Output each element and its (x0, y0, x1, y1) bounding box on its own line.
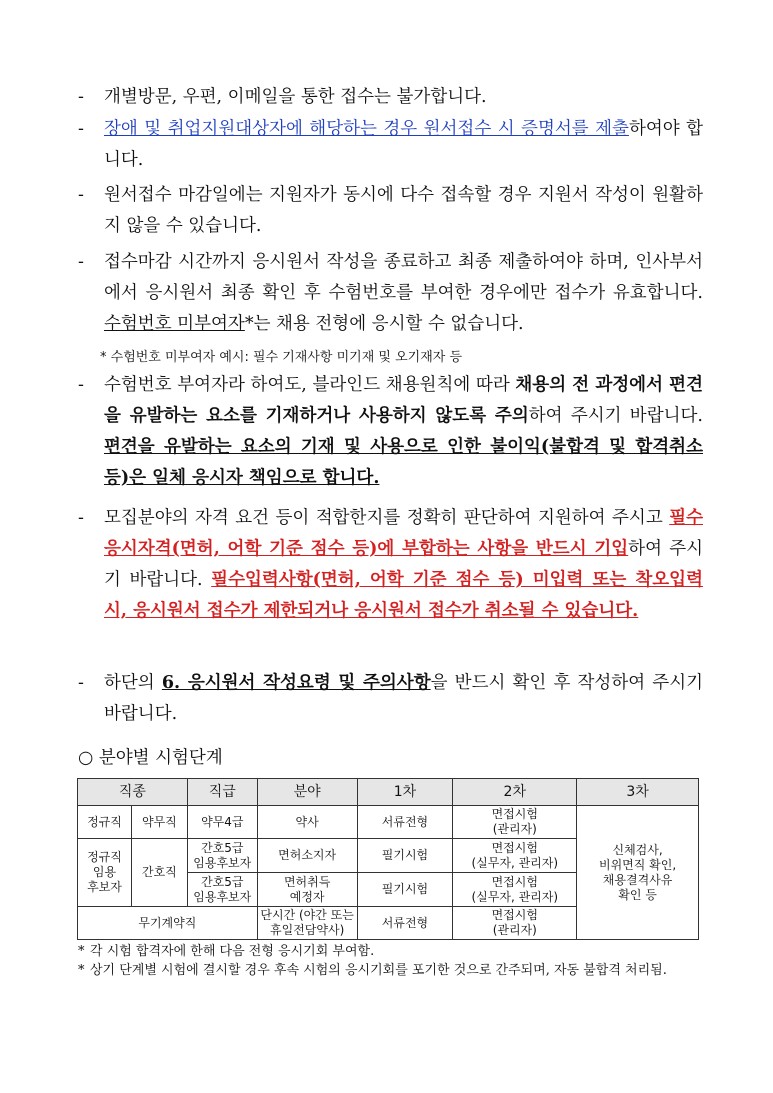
notice-item-1: - 개별방문, 우편, 이메일을 통한 접수는 불가합니다. (78, 87, 487, 107)
table-row: 무기계약직 단시간 (야간 또는 휴일전담약사) 서류전형 면접시험 (관리자) (78, 907, 699, 940)
section-title: ○ 분야별 시험단계 (78, 748, 223, 768)
col-header-grade: 직급 (187, 779, 257, 806)
col-header-stage2: 2차 (453, 779, 577, 806)
table-row: 간호5급 임용후보자 면허취득 예정자 필기시험 면접시험 (실무자, 관리자) (78, 873, 699, 907)
exam-number-note: * 수험번호 미부여자 예시: 필수 기재사항 미기재 및 오기재자 등 (100, 350, 463, 365)
footnote-2: * 상기 단계별 시험에 결시할 경우 후속 시험의 응시기회를 포기한 것으로 간주되며, 자동 불합격 처리됨. (78, 963, 667, 978)
table-header-row (78, 779, 699, 806)
notice-item-6: - 모집분야의 자격 요건 등이 적합한지를 정확히 판단하여 지원하여 주시고 필수응시자격(면허, 어학 기준 점수 등)에 부합하는 사항을 반드시 기입하여 주시기 바랍니다. 필수입력사항(면허, 어학 기준 점수 등) 미입력 또는 착오입력 시, 응시원서 접수가 제한되거나 응시원서 접수가 취소될 수 있습니다. (78, 508, 704, 621)
exam-stage-table (77, 778, 699, 940)
notice-item-4: - 접수마감 시간까지 응시원서 작성을 종료하고 최종 제출하여야 하며, 인사부서에서 응시원서 최종 확인 후 수험번호를 부여한 경우에만 접수가 유효합니다. 수험번호 미부여자*는 채용 전형에 응시할 수 없습니다. (78, 252, 703, 334)
table-row: 정규직 임용 후보자 간호직 간호5급 임용후보자 면허소지자 필기시험 면접시험 (실무자, 관리자) (78, 839, 699, 873)
col-header-type: 직종 (78, 779, 188, 806)
footnote-1: * 각 시험 합격자에 한해 다음 전형 응시기회 부여함. (78, 944, 375, 959)
notice-item-3: - 원서접수 마감일에는 지원자가 동시에 다수 접속할 경우 지원서 작성이 원활하지 않을 수 있습니다. (78, 185, 703, 236)
notice-item-7: - 하단의 6. 응시원서 작성요령 및 주의사항을 반드시 확인 후 작성하여 주시기 바랍니다. (78, 673, 704, 724)
col-header-field: 분야 (257, 779, 357, 806)
notice-item-2: - 장애 및 취업지원대상자에 해당하는 경우 원서접수 시 증명서를 제출하여야 합니다. (78, 119, 704, 170)
col-header-stage1: 1차 (357, 779, 453, 806)
notice-item-5: - 수험번호 부여자라 하여도, 블라인드 채용원칙에 따라 채용의 전 과정에서 편견을 유발하는 요소를 기재하거나 사용하지 않도록 주의하여 주시기 바랍니다. 편견을 유발하는 요소의 기재 및 사용으로 인한 불이익(불합격 및 합격취소 등)은 일체 응시자 책임으로 합니다. (78, 375, 703, 488)
table-row: 정규직 약무직 약무4급 약사 서류전형 면접시험 (관리자) 신체검사, 비위면직 확인, 채용결격사유 확인 등 (78, 806, 699, 839)
col-header-stage3: 3차 (577, 779, 699, 806)
